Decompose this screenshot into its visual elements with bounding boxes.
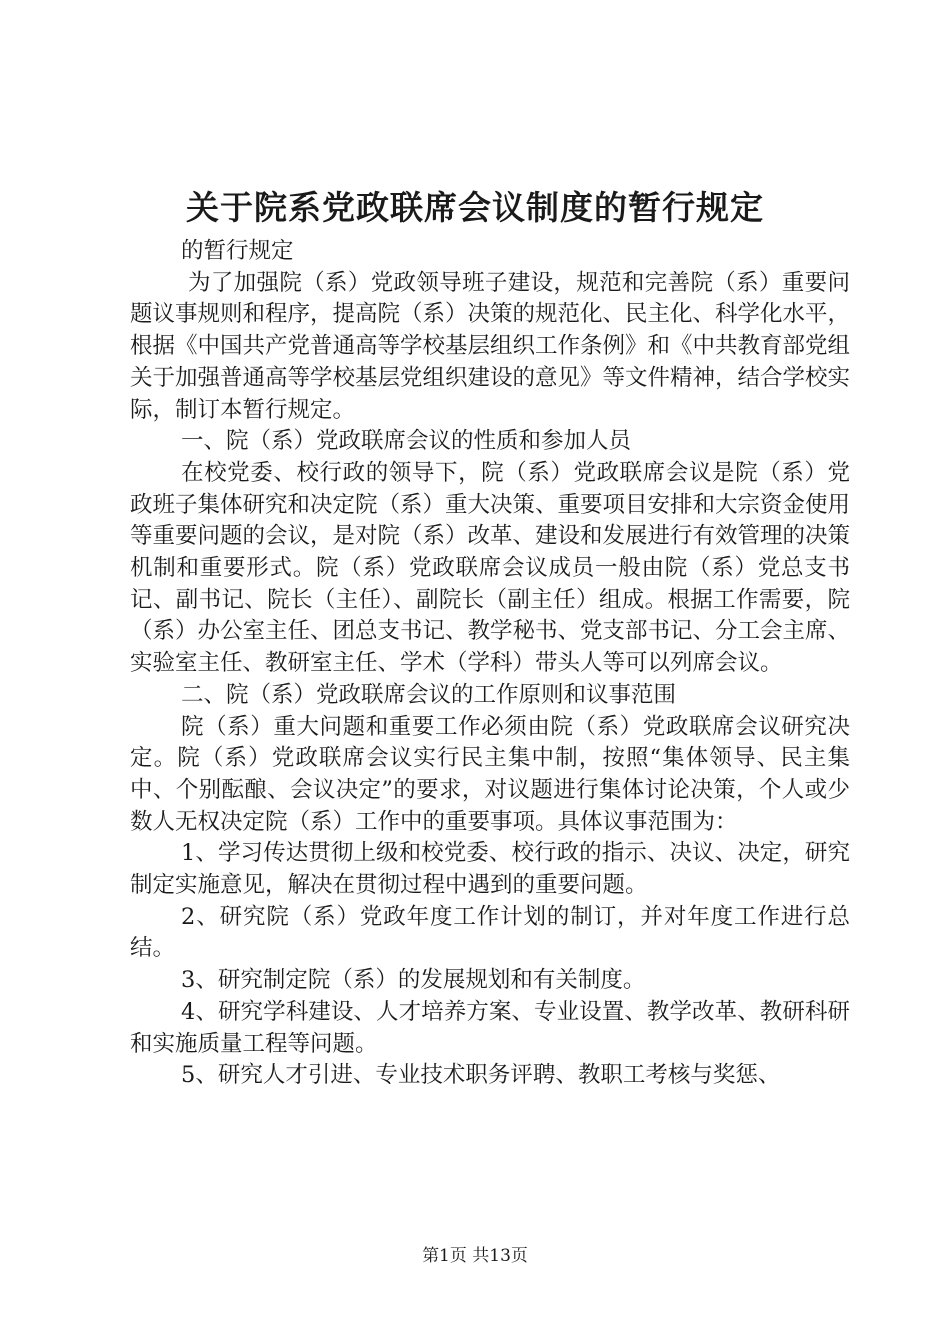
section-heading-2: 二、院（系）党政联席会议的工作原则和议事范围 bbox=[181, 681, 677, 708]
intro-paragraph: 为了加强院（系）党政领导班子建设，规范和完善院（系）重要问题议事规则和程序，提高院（系）决策的规范化、民主化、科学化水平，根据《中国共产党普通高等学校基层组织工作条例》和《中共教育部党组关于加强普通高等学校基层党组织建设的意见》等文件精神，结合学校实际，制订本暂行规定。 bbox=[130, 269, 851, 423]
page-number-footer: 第1页 共13页 bbox=[422, 1246, 528, 1266]
list-item-2: 2、研究院（系）党政年度工作计划的制订，并对年度工作进行总结。 bbox=[130, 903, 850, 962]
list-item-3: 3、研究制定院（系）的发展规划和有关制度。 bbox=[181, 967, 646, 994]
list-item-4: 4、研究学科建设、人才培养方案、专业设置、教学改革、教研科研和实施质量工程等问题。 bbox=[130, 998, 850, 1057]
subtitle-paragraph: 的暂行规定 bbox=[181, 238, 294, 264]
list-item-5: 5、研究人才引进、专业技术职务评聘、教职工考核与奖惩、 bbox=[181, 1062, 781, 1089]
section-2-paragraph: 院（系）重大问题和重要工作必须由院（系）党政联席会议研究决定。院（系）党政联席会议实行民主集中制，按照“集体领导、民主集中、个别酝酿、会议决定”的要求，对议题进行集体讨论决策，个人或少数人无权决定院（系）工作中的重要事项。具体议事范围为： bbox=[130, 713, 850, 835]
document-body bbox=[130, 236, 850, 1092]
document-title: 关于院系党政联席会议制度的暂行规定 bbox=[186, 188, 764, 227]
section-heading-1: 一、院（系）党政联席会议的性质和参加人员 bbox=[181, 428, 632, 455]
list-item-1: 1、学习传达贯彻上级和校党委、校行政的指示、决议、决定，研究制定实施意见，解决在贯彻过程中遇到的重要问题。 bbox=[130, 840, 850, 899]
section-1-paragraph: 在校党委、校行政的领导下，院（系）党政联席会议是院（系）党政班子集体研究和决定院（系）重大决策、重要项目安排和大宗资金使用等重要问题的会议，是对院（系）改革、建设和发展进行有效管理的决策机制和重要形式。院（系）党政联席会议成员一般由院（系）党总支书记、副书记、院长（主任）、副院长（副主任）组成。根据工作需要，院（系）办公室主任、团总支书记、教学秘书、党支部书记、分工会主席、实验室主任、教研室主任、学术（学科）带头人等可以列席会议。 bbox=[130, 459, 851, 677]
